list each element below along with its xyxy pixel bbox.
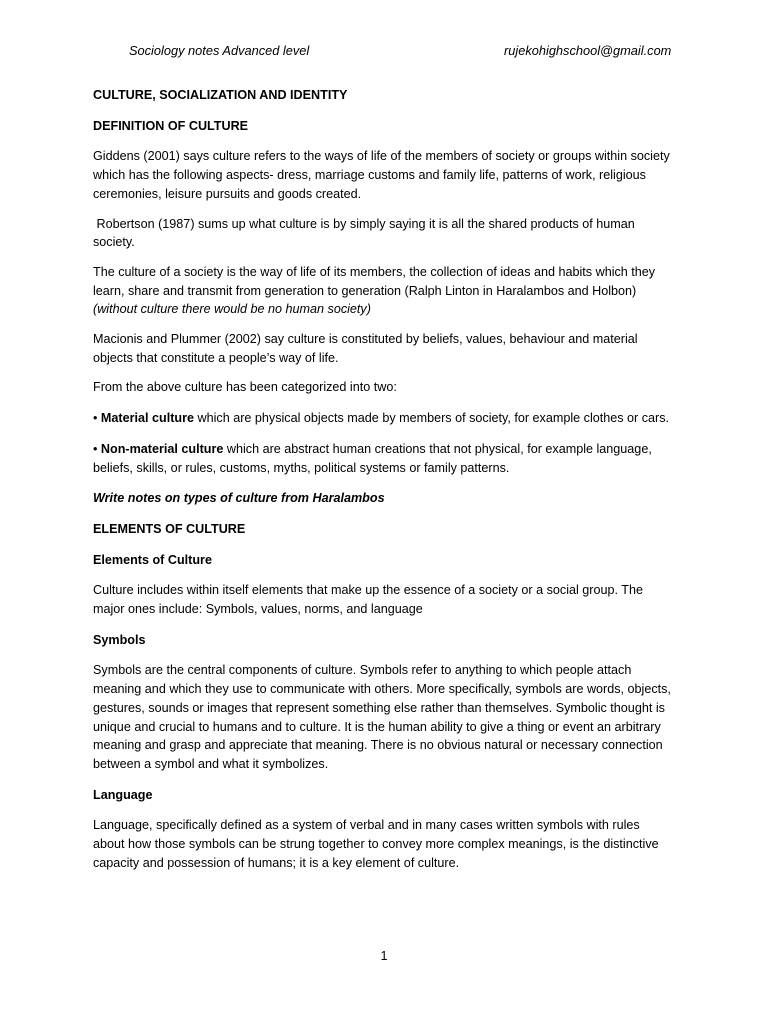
symbols-heading: Symbols <box>93 632 146 647</box>
paragraph-symbols: Symbols are the central components of culture. Symbols refer to anything to which people attach meaning and which they use to communicate with others. More specifically, symbols are words, objects, gestures, sounds or images that represent something else rather than themselves. Symbolic thought is unique and crucial to humans and to culture. It is the human ability to give a thing or event an arbitrary meaning and grasp and appreciate that meaning. There is no obvious natural or necessary connection between a symbol and what it symbolizes. <box>93 663 671 771</box>
paragraph-robertson <box>93 215 673 252</box>
bullet: • <box>93 411 101 426</box>
language-heading: Language <box>93 787 153 802</box>
header-course-title: Sociology notes Advanced level <box>129 43 310 58</box>
material-culture-text: which are physical objects made by members of society, for example clothes or cars. <box>194 411 670 426</box>
definition-heading: DEFINITION OF CULTURE <box>93 118 249 133</box>
material-culture-term: Material culture <box>100 411 195 426</box>
document-title: CULTURE, SOCIALIZATION AND IDENTITY <box>93 88 348 102</box>
elements-heading: ELEMENTS OF CULTURE <box>93 521 246 536</box>
elements-subheading: Elements of Culture <box>93 552 212 567</box>
robertson-text: Robertson (1987) sums up what culture is by simply saying it is all the shared products of human society. <box>93 216 635 250</box>
paragraph-macionis: Macionis and Plummer (2002) say culture is constituted by beliefs, values, behaviour and material objects that constitute a people’s way of life. <box>93 332 638 365</box>
header-email: rujekohighschool@gmail.com <box>504 43 672 58</box>
document-body <box>93 86 673 873</box>
paragraph-elements: Culture includes within itself elements that make up the essence of a society or a social group. The major ones include: Symbols, values, norms, and language <box>93 583 643 617</box>
linton-italic-note: (without culture there would be no human society) <box>93 302 371 317</box>
paragraph-giddens: Giddens (2001) says culture refers to the ways of life of the members of society or groups within society which has the following aspects- dress, marriage customs and family life, patterns of work, religious ceremonies, leisure pursuits and goods created. <box>93 149 670 201</box>
page-number: 1 <box>380 949 388 963</box>
list-item-nonmaterial-culture <box>93 440 673 477</box>
nonmaterial-culture-term: Non-material culture <box>100 441 224 456</box>
write-notes-instruction: Write notes on types of culture from Haralambos <box>93 491 385 506</box>
paragraph-categorized: From the above culture has been categorized into two: <box>93 380 397 395</box>
linton-text: The culture of a society is the way of life of its members, the collection of ideas and habits which they learn, share and transmit from generation to generation (Ralph Linton in Haralambos and Holbon) <box>93 264 656 298</box>
bullet: • <box>93 441 101 456</box>
paragraph-language: Language, specifically defined as a system of verbal and in many cases written symbols with rules about how those symbols can be strung together to convey more complex meanings, is the distinctive capacity and possession of humans; it is a key element of culture. <box>93 818 659 870</box>
paragraph-linton <box>93 263 673 319</box>
nonmaterial-culture-text: which are abstract human creations that not physical, for example language, beliefs, skills, or rules, customs, myths, political systems or family patterns. <box>93 441 652 475</box>
list-item-material-culture <box>93 409 673 428</box>
